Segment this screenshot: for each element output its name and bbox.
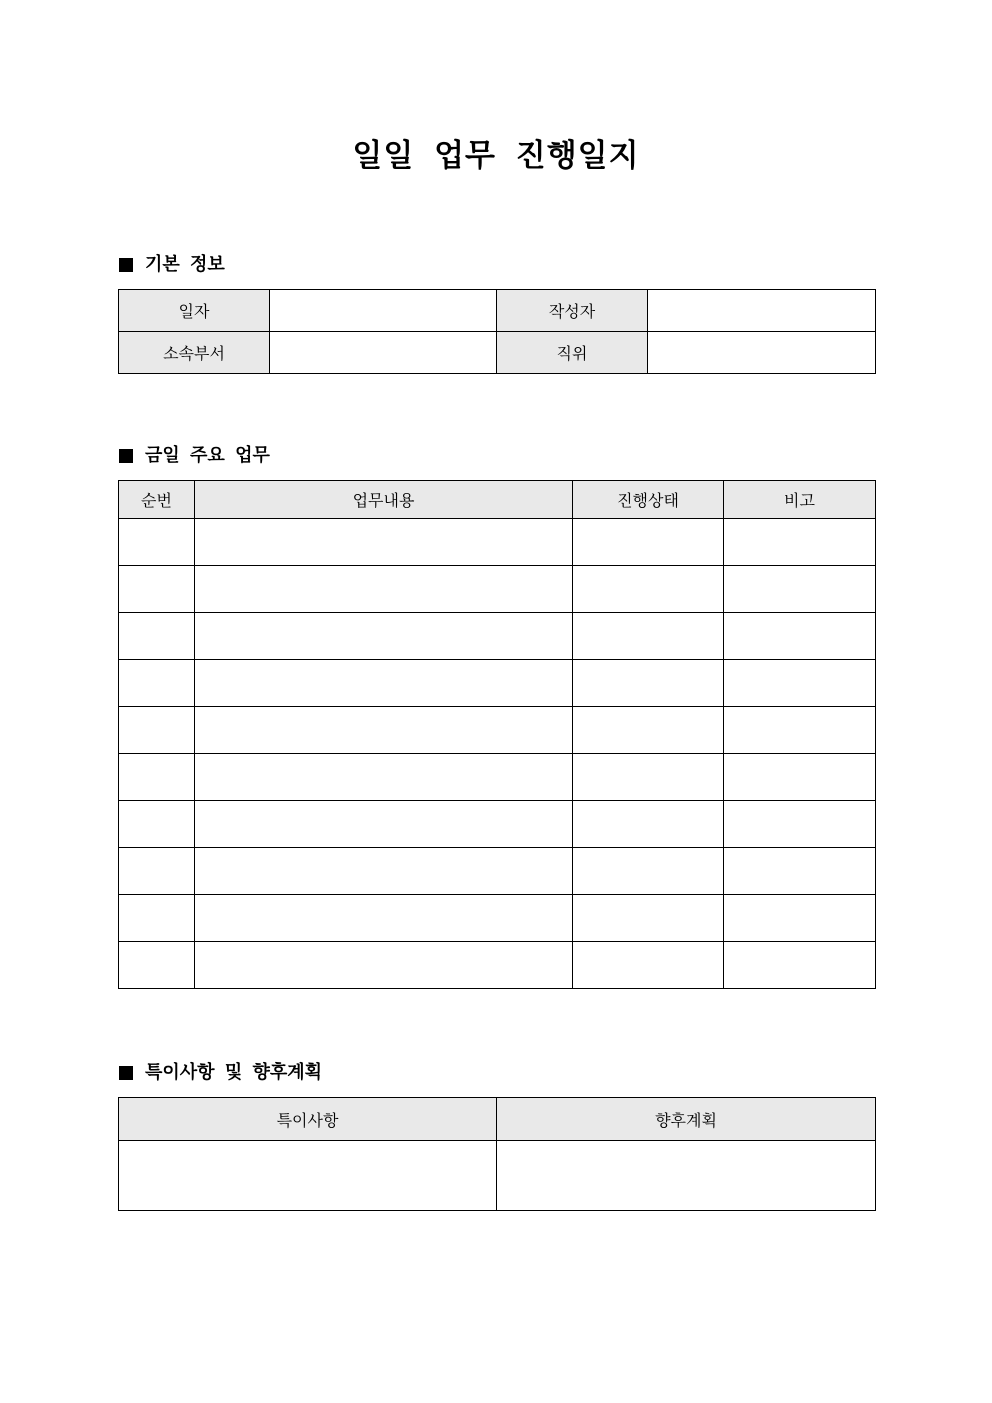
- task-status-cell[interactable]: [573, 942, 724, 989]
- task-content-cell[interactable]: [195, 942, 573, 989]
- basic-info-heading: [119, 253, 225, 277]
- basic-info-row-2: [119, 332, 876, 374]
- column-header-task-content: 업무내용: [195, 481, 573, 519]
- basic-info-table: [118, 289, 876, 374]
- column-header-number: 순번: [119, 481, 195, 519]
- task-status-cell[interactable]: [573, 848, 724, 895]
- table-row: [119, 754, 876, 801]
- column-header-future-plans: 향후계획: [497, 1098, 876, 1141]
- task-status-cell[interactable]: [573, 660, 724, 707]
- notes-heading: [119, 1061, 322, 1085]
- task-remarks-cell[interactable]: [724, 660, 876, 707]
- task-number-cell[interactable]: [119, 754, 195, 801]
- table-row: [119, 848, 876, 895]
- column-header-progress-status: 진행상태: [573, 481, 724, 519]
- column-header-special-notes: 특이사항: [119, 1098, 497, 1141]
- task-remarks-cell[interactable]: [724, 848, 876, 895]
- table-row: [119, 707, 876, 754]
- basic-info-row-1: [119, 290, 876, 332]
- table-row: [119, 895, 876, 942]
- task-content-cell[interactable]: [195, 566, 573, 613]
- future-plans-field[interactable]: [497, 1141, 876, 1211]
- task-number-cell[interactable]: [119, 566, 195, 613]
- table-row: [119, 566, 876, 613]
- department-field[interactable]: [270, 332, 497, 374]
- task-number-cell[interactable]: [119, 942, 195, 989]
- table-row: [119, 613, 876, 660]
- task-status-cell[interactable]: [573, 801, 724, 848]
- date-field[interactable]: [270, 290, 497, 332]
- notes-header-row: [119, 1098, 876, 1141]
- task-status-cell[interactable]: [573, 754, 724, 801]
- task-remarks-cell[interactable]: [724, 519, 876, 566]
- task-content-cell[interactable]: [195, 613, 573, 660]
- task-content-cell[interactable]: [195, 519, 573, 566]
- task-remarks-cell[interactable]: [724, 566, 876, 613]
- task-status-cell[interactable]: [573, 707, 724, 754]
- department-label: 소속부서: [119, 332, 270, 374]
- task-remarks-cell[interactable]: [724, 613, 876, 660]
- square-bullet-icon: [119, 1066, 133, 1080]
- task-number-cell[interactable]: [119, 895, 195, 942]
- notes-heading-text: 특이사항 및 향후계획: [145, 1062, 323, 1083]
- tasks-header-row: [119, 481, 876, 519]
- task-content-cell[interactable]: [195, 754, 573, 801]
- position-label: 직위: [497, 332, 648, 374]
- task-remarks-cell[interactable]: [724, 895, 876, 942]
- author-label: 작성자: [497, 290, 648, 332]
- task-content-cell[interactable]: [195, 707, 573, 754]
- task-number-cell[interactable]: [119, 801, 195, 848]
- author-field[interactable]: [648, 290, 876, 332]
- notes-table: [118, 1097, 876, 1211]
- notes-content-row: [119, 1141, 876, 1211]
- task-remarks-cell[interactable]: [724, 754, 876, 801]
- basic-info-heading-text: 기본 정보: [145, 254, 225, 275]
- date-label: 일자: [119, 290, 270, 332]
- tasks-heading-text: 금일 주요 업무: [145, 445, 270, 466]
- tasks-heading: [119, 444, 270, 468]
- table-row: [119, 942, 876, 989]
- task-content-cell[interactable]: [195, 660, 573, 707]
- task-number-cell[interactable]: [119, 707, 195, 754]
- table-row: [119, 801, 876, 848]
- tasks-body: [119, 519, 876, 989]
- column-header-remarks: 비고: [724, 481, 876, 519]
- task-remarks-cell[interactable]: [724, 801, 876, 848]
- task-number-cell[interactable]: [119, 848, 195, 895]
- table-row: [119, 519, 876, 566]
- task-number-cell[interactable]: [119, 519, 195, 566]
- task-status-cell[interactable]: [573, 566, 724, 613]
- task-content-cell[interactable]: [195, 801, 573, 848]
- task-remarks-cell[interactable]: [724, 707, 876, 754]
- task-status-cell[interactable]: [573, 613, 724, 660]
- task-content-cell[interactable]: [195, 895, 573, 942]
- table-row: [119, 660, 876, 707]
- task-content-cell[interactable]: [195, 848, 573, 895]
- task-status-cell[interactable]: [573, 519, 724, 566]
- position-field[interactable]: [648, 332, 876, 374]
- task-number-cell[interactable]: [119, 660, 195, 707]
- square-bullet-icon: [119, 449, 133, 463]
- task-remarks-cell[interactable]: [724, 942, 876, 989]
- tasks-table: [118, 480, 876, 989]
- page-title: 일일 업무 진행일지: [352, 138, 640, 174]
- square-bullet-icon: [119, 258, 133, 272]
- special-notes-field[interactable]: [119, 1141, 497, 1211]
- task-number-cell[interactable]: [119, 613, 195, 660]
- task-status-cell[interactable]: [573, 895, 724, 942]
